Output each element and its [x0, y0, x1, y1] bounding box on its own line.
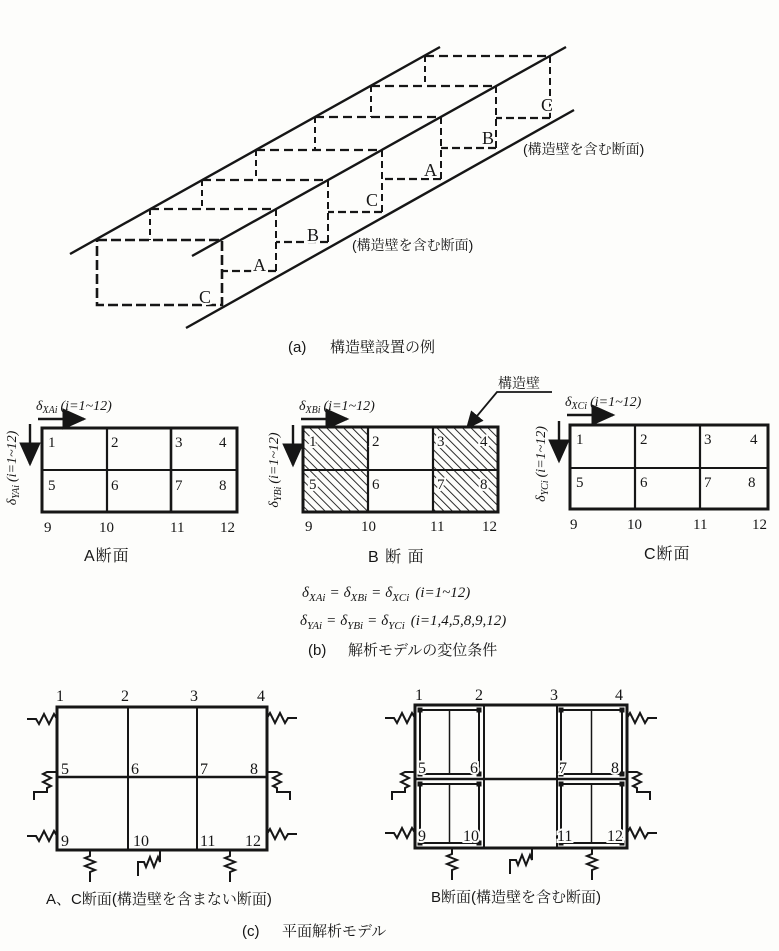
node-number: 10 [99, 520, 114, 536]
plane-model-b [385, 687, 657, 906]
node-number: 11 [170, 520, 185, 536]
node-number: 7 [200, 761, 208, 778]
spring-symbol [385, 713, 415, 723]
spring-symbol [510, 848, 532, 874]
model-caption-ac: A、C断面(構造壁を含まない断面) [46, 891, 272, 908]
spring-symbol [267, 772, 290, 800]
structural-wall-label: 構造壁 [498, 375, 540, 391]
plane-model-ac [27, 688, 297, 908]
caption-c-tag: (c) [242, 923, 260, 940]
spring-symbol [267, 829, 297, 839]
spring-symbol [385, 828, 415, 838]
node-number: 10 [133, 833, 149, 850]
node-number: 12 [607, 828, 623, 845]
node-number: 10 [627, 517, 642, 533]
node-number: 1 [48, 435, 56, 451]
node-number: 2 [372, 434, 380, 450]
node-number: 11 [557, 828, 573, 845]
node-number: 3 [175, 435, 183, 451]
equation-y: $\delta_{YAi} = \delta_{YBi} = \delta_{YCi}$ (i=1,4,5,8,9,12) [300, 613, 507, 632]
node-number: 3 [190, 688, 198, 705]
node-number: 12 [245, 833, 261, 850]
delta-y-label: $\delta_{YAi}(i=1\sim 12)$ [5, 430, 22, 506]
grid-title: A断面 [84, 548, 130, 565]
section-letter: C [541, 95, 554, 115]
caption-b-tag: (b) [308, 642, 327, 659]
node-number: 9 [305, 519, 313, 535]
support-springs [385, 713, 657, 880]
grid-title: B 断 面 [368, 549, 425, 566]
spring-symbol [34, 772, 57, 800]
node-number: 5 [309, 477, 317, 493]
node-number: 9 [44, 520, 52, 536]
spring-symbol [392, 772, 415, 800]
displacement-equations [300, 585, 506, 659]
section-letter: B [307, 225, 320, 245]
caption-a-tag: (a) [288, 339, 307, 356]
spring-symbol [27, 714, 57, 724]
node-number: 8 [250, 761, 258, 778]
section-grid-c [534, 395, 768, 563]
node-number: 9 [418, 828, 426, 845]
node-number: 1 [56, 688, 64, 705]
spring-symbol [85, 850, 95, 882]
caption-b-text: 解析モデルの変位条件 [348, 642, 498, 659]
caption-a-text: 構造壁設置の例 [330, 339, 436, 356]
node-number: 8 [611, 760, 619, 777]
spring-symbol [627, 772, 650, 800]
delta-x-label: $\delta_{XAi}$ (i=1~12) [36, 399, 112, 416]
node-number: 12 [220, 520, 235, 536]
isometric-wall-placement-sketch [70, 47, 644, 356]
structural-wall-leader [467, 392, 552, 428]
near-bottom-edge-line [186, 110, 574, 328]
model-caption-b: B断面(構造壁を含む断面) [431, 889, 601, 906]
spring-symbol [447, 848, 457, 880]
spring-symbol [27, 831, 57, 841]
node-number: 8 [480, 477, 488, 493]
node-number: 10 [361, 519, 376, 535]
node-number: 7 [437, 477, 445, 493]
support-springs [27, 713, 297, 882]
node-number: 2 [475, 687, 483, 704]
node-number: 2 [111, 435, 119, 451]
node-number: 4 [615, 687, 623, 704]
delta-x-label: $\delta_{XBi}$ (i=1~12) [299, 399, 375, 416]
frame-outline [415, 705, 627, 848]
wall-section-annotation: (構造壁を含む断面) [523, 141, 645, 157]
node-number: 5 [576, 475, 584, 491]
node-number: 11 [200, 833, 216, 850]
grid-title: C断面 [644, 546, 691, 563]
section-letter: B [482, 128, 495, 148]
node-number: 1 [309, 434, 317, 450]
node-number: 6 [111, 478, 119, 494]
node-number: 4 [480, 434, 488, 450]
node-number: 5 [418, 760, 426, 777]
section-letter: A [424, 160, 437, 180]
spring-symbol [587, 848, 597, 880]
node-number: 8 [219, 478, 227, 494]
spring-symbol [267, 713, 297, 723]
node-number: 6 [470, 760, 478, 777]
section-letter: A [253, 255, 266, 275]
node-number: 11 [430, 519, 445, 535]
frame-outline [57, 707, 267, 850]
node-number: 12 [482, 519, 497, 535]
node-number: 10 [463, 828, 479, 845]
node-number: 6 [131, 761, 139, 778]
node-number: 1 [576, 432, 584, 448]
node-number: 3 [704, 432, 712, 448]
node-number: 4 [750, 432, 758, 448]
node-number: 1 [415, 687, 423, 704]
frame-column-line [128, 707, 197, 850]
spring-symbol [627, 713, 657, 723]
node-number: 2 [121, 688, 129, 705]
caption-c-text: 平面解析モデル [282, 923, 387, 940]
node-number: 7 [704, 475, 712, 491]
section-letter: C [199, 287, 212, 307]
section-letter: C [366, 190, 379, 210]
node-number: 5 [48, 478, 56, 494]
node-number: 4 [257, 688, 265, 705]
section-grid-a [5, 399, 237, 565]
node-number: 8 [748, 475, 756, 491]
section-grid-b [267, 375, 552, 566]
node-number: 12 [752, 517, 767, 533]
equation-x: $\delta_{XAi} = \delta_{XBi} = \delta_{XCi}$ (i=1~12) [302, 585, 471, 604]
node-number: 4 [219, 435, 227, 451]
spring-symbol [225, 850, 235, 882]
spring-symbol [627, 828, 657, 838]
node-number: 7 [175, 478, 183, 494]
node-number: 9 [61, 833, 69, 850]
wall-panel-corner-blocks [418, 708, 625, 846]
node-number: 7 [559, 760, 567, 777]
node-number: 6 [640, 475, 648, 491]
node-number: 11 [693, 517, 708, 533]
node-number: 5 [61, 761, 69, 778]
wall-panels [418, 708, 625, 846]
spring-symbol [138, 850, 160, 876]
node-number: 3 [437, 434, 445, 450]
node-number: 6 [372, 477, 380, 493]
delta-y-label: $\delta_{YBi}(i=1\sim 12)$ [267, 432, 284, 508]
wall-section-annotation: (構造壁を含む断面) [352, 237, 474, 253]
delta-y-label: $\delta_{YCi}(i=1\sim 12)$ [534, 426, 551, 502]
node-number: 3 [550, 687, 558, 704]
delta-x-label: $\delta_{XCi}$ (i=1~12) [565, 395, 642, 412]
node-number: 9 [570, 517, 578, 533]
frame-column-line [484, 705, 557, 848]
node-number: 2 [640, 432, 648, 448]
near-top-edge-line [192, 47, 566, 256]
